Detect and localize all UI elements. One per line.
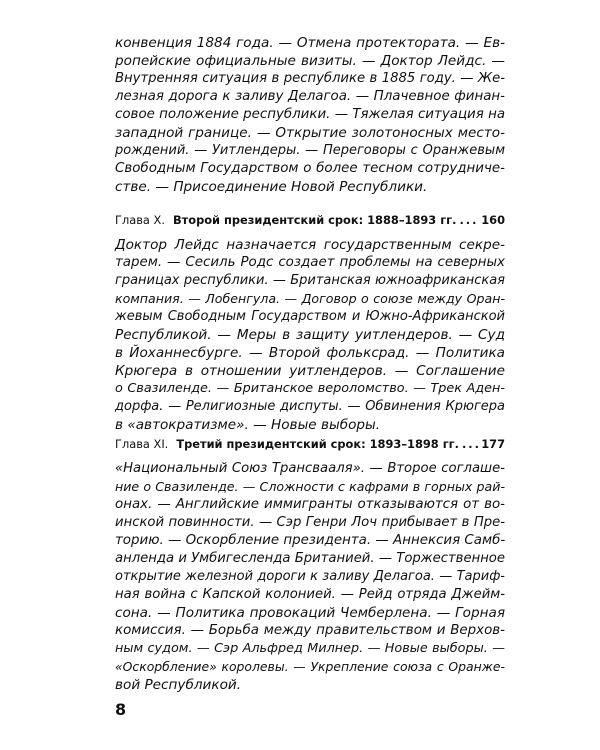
text-line: рождений. — Уитлендеры. — Переговоры с Оранжевым	[115, 143, 505, 158]
chapter-heading-10	[115, 210, 505, 230]
text-line: ропейские официальные визиты. — Доктор Лейдс. —	[115, 53, 505, 69]
text-line: сона. — Политика провокаций Чемберлена. — Горная	[115, 605, 505, 621]
page-number: 8	[115, 700, 127, 719]
dot-leader	[462, 434, 478, 454]
text-line: Внутренняя ситуация в республике в 1885 году. — Же-	[115, 71, 505, 86]
text-line: лезная дорога к заливу Делагоа. — Плачевное финан-	[115, 89, 505, 104]
chapter-10-summary	[115, 236, 505, 434]
text-line: жевым Свободным Государством и Южно-Африканской	[115, 309, 505, 324]
text-line: границах республики. — Британская южноафриканская	[115, 273, 505, 288]
text-line: анленда и Умбигесленда Британией. — Торжественное	[115, 551, 505, 566]
chapter-title: Второй президентский срок: 1888–1893 гг.	[172, 213, 457, 227]
text-line: торию. — Оскорбление президента. — Аннексия Самб-	[115, 533, 506, 548]
text-line: Свободным Государством о более тесном сотрудниче-	[115, 161, 505, 176]
chapter-11-summary	[115, 460, 505, 694]
text-line: о Свазиленде. — Британское вероломство. — Трек Аден-	[115, 381, 505, 396]
text-line: западной границе. — Открытие золотоносных место-	[115, 125, 505, 141]
text-line: комиссия. — Борьба между правительством и Верхов-	[115, 623, 505, 638]
text-line: конвенция 1884 года. — Отмена протектората. — Ев-	[115, 35, 505, 51]
chapter-label: Глава XI.	[115, 437, 169, 451]
chapter-heading-11	[115, 434, 505, 454]
text-line: инской повинности. — Сэр Генри Лоч прибывает в Пре-	[115, 515, 505, 530]
text-line: в «автократизме». — Новые выборы.	[115, 417, 381, 433]
text-line: «Национальный Союз Трансвааля». — Второе соглаше-	[115, 461, 505, 476]
text-line: стве. — Присоединение Новой Республики.	[115, 179, 428, 195]
text-line: ная война с Капской колонией. — Рейд отряда Джейм-	[115, 587, 505, 602]
text-line: совое положение республики. — Тяжелая ситуация на	[115, 107, 506, 122]
text-line: дорфа. — Религиозные диспуты. — Обвинения Крюгера	[115, 399, 505, 414]
text-line: тарем. — Сесиль Родс создает проблемы на северных	[115, 255, 505, 270]
intro-paragraph	[115, 34, 505, 196]
chapter-page-number: 160	[481, 213, 505, 227]
text-line: Доктор Лейдс назначается государственным секре-	[115, 237, 505, 253]
text-line: в Йоханнесбурге. — Второй фольксрад. — Политика	[115, 345, 505, 361]
chapter-label: Глава X.	[115, 213, 165, 227]
text-line: Республикой. — Меры в защиту уитлендеров. — Суд	[115, 327, 505, 343]
text-line: Крюгера в отношении уитлендеров. — Соглашение	[115, 363, 505, 379]
text-line: вой Республикой.	[115, 677, 242, 693]
chapter-page-number: 177	[481, 437, 505, 451]
text-line: «Оскорбление» королевы. — Укрепление союза с Оранже-	[115, 659, 505, 674]
text-line: онах. — Английские иммигранты отказываются от во-	[115, 497, 505, 512]
text-line: ние о Свазиленде. — Сложности с кафрами в горных рай-	[115, 479, 505, 494]
text-line: открытие железной дороги к заливу Делагоа. — Тариф-	[115, 569, 505, 584]
dot-leader	[459, 210, 478, 230]
chapter-title: Третий президентский срок: 1893–1898 гг.	[176, 437, 459, 451]
text-line: компания. — Лобенгула. — Договор о союзе между Оран-	[115, 291, 505, 306]
contents-page	[115, 34, 506, 693]
text-line: ным судом. — Сэр Альфред Милнер. — Новые выборы. —	[115, 641, 505, 656]
